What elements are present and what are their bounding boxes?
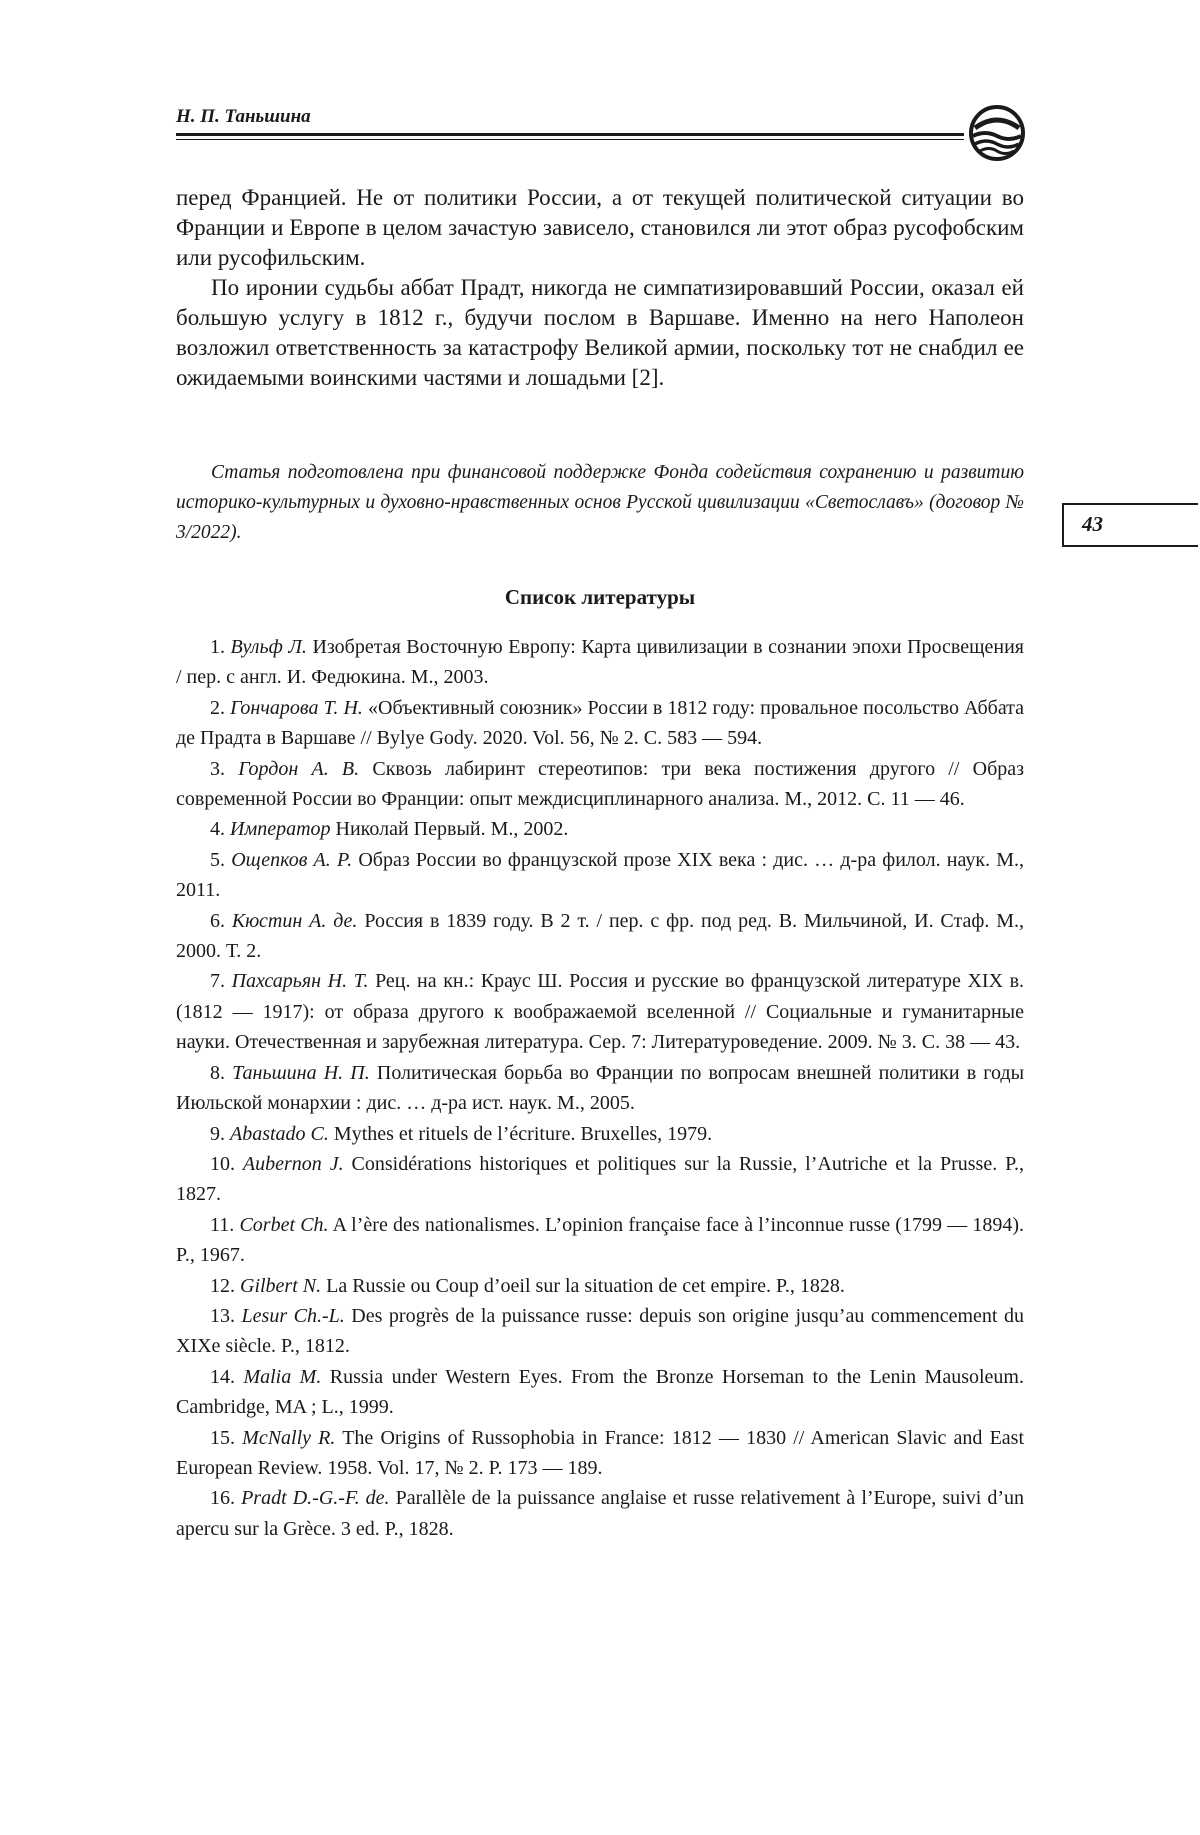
reference-number: 5.	[210, 848, 225, 871]
reference-item	[176, 906, 1024, 967]
running-header	[176, 100, 1026, 160]
reference-item	[176, 632, 1024, 693]
reference-item	[176, 754, 1024, 815]
references-list	[176, 632, 1024, 1544]
reference-text: Образ России во французской прозе XIX века : дис. … д-ра филол. наук. М., 2011.	[176, 848, 1025, 902]
reference-text: Des progrès de la puissance russe: depuis son origine jusqu’au commencement du XIXe siècle. P., 1812.	[176, 1304, 1024, 1358]
reference-text: Политическая борьба во Франции по вопросам внешней политики в годы Июльской монархии : дис. … д-ра ист. наук. М., 2005.	[176, 1061, 1025, 1115]
reference-text: A l’ère des nationalismes. L’opinion française face à l’inconnue russe (1799 — 1894). P., 1967.	[176, 1213, 1024, 1267]
running-header-author: Н. П. Таньшина	[176, 106, 311, 127]
reference-item	[176, 845, 1024, 906]
reference-item	[176, 814, 1024, 844]
reference-number: 16.	[210, 1487, 235, 1510]
reference-author: Вульф Л.	[230, 636, 307, 658]
reference-item	[176, 966, 1024, 1057]
reference-number: 15.	[210, 1426, 235, 1449]
body-paragraph-continued: перед Францией. Не от политики России, а от текущей политической ситуации во Франции и Европе в целом зачастую зависело, становился ли этот образ русофобским или русофильским.	[176, 185, 1024, 270]
reference-author: Гончарова Т. Н.	[230, 696, 363, 719]
reference-text: «Объективный союзник» России в 1812 году: провальное посольство Аббата де Прадта в Варшаве // Bylye Gody. 2020. Vol. 56, № 2. С. 583 — 594.	[176, 696, 1025, 750]
reference-number: 9.	[210, 1122, 225, 1145]
reference-author: Pradt D.-G.-F. de.	[241, 1487, 390, 1510]
reference-item	[176, 1423, 1024, 1484]
reference-number: 4.	[210, 818, 225, 841]
reference-author: Abastado C.	[230, 1122, 329, 1145]
reference-item	[176, 693, 1024, 754]
reference-author: Aubernon J.	[242, 1152, 344, 1175]
body-paragraph: По иронии судьбы аббат Прадт, никогда не симпатизировавший России, оказал ей большую услугу в 1812 г., будучи послом в Варшаве. Именно на него Наполеон возложил ответственность за катастрофу Великой армии, поскольку тот не снабдил ее ожидаемыми воинскими частями и лошадьми [2].	[176, 275, 1024, 390]
reference-text: Considérations historiques et politiques sur la Russie, l’Autriche et la Prusse. P., 1827.	[176, 1152, 1025, 1206]
reference-text: Рец. на кн.: Краус Ш. Россия и русские во французской литературе XIX в. (1812 — 1917): от образа другого к воображаемой вселенной // Социальные и гуманитарные науки. Отечественная и зарубежная литература. Сер. 7: Литературоведение. 2009. № 3. С. 38 — 43.	[176, 970, 1025, 1054]
reference-number: 12.	[210, 1274, 235, 1297]
reference-author: Император	[230, 818, 331, 841]
header-rule-thick	[176, 133, 964, 136]
reference-item	[176, 1271, 1024, 1301]
reference-author: Ощепков А. Р.	[231, 848, 353, 871]
reference-item	[176, 1119, 1024, 1149]
reference-text: Николай Первый. М., 2002.	[335, 818, 569, 841]
reference-number: 2.	[210, 696, 225, 719]
journal-wave-logo-icon	[966, 104, 1028, 162]
reference-text: The Origins of Russophobia in France: 1812 — 1830 // American Slavic and East European Review. 1958. Vol. 17, № 2. P. 173 — 189.	[176, 1426, 1025, 1479]
reference-text: Mythes et rituels de l’écriture. Bruxelles, 1979.	[333, 1122, 713, 1145]
reference-author: McNally R.	[242, 1426, 336, 1449]
reference-item	[176, 1210, 1024, 1271]
reference-author: Таньшина Н. П.	[232, 1061, 370, 1084]
reference-number: 7.	[210, 970, 225, 993]
page-number: 43	[1082, 512, 1103, 536]
reference-text: La Russie ou Coup d’oeil sur la situation de cet empire. P., 1828.	[326, 1274, 845, 1297]
reference-author: Malia M.	[243, 1365, 322, 1388]
reference-text: Russia under Western Eyes. From the Bronze Horseman to the Lenin Mausoleum. Cambridge, MA ; L., 1999.	[176, 1365, 1024, 1419]
reference-item	[176, 1483, 1024, 1544]
reference-number: 14.	[210, 1365, 235, 1388]
reference-text: Россия в 1839 году. В 2 т. / пер. с фр. под ред. В. Мильчиной, И. Стаф. М., 2000. Т. 2.	[176, 909, 1024, 963]
reference-author: Кюстин А. де.	[231, 909, 358, 932]
header-rule-thin	[176, 139, 964, 140]
reference-number: 3.	[210, 757, 225, 780]
reference-author: Пахсарьян Н. Т.	[231, 970, 369, 993]
reference-item	[176, 1058, 1024, 1119]
reference-number: 13.	[210, 1304, 235, 1327]
reference-item	[176, 1301, 1024, 1362]
reference-text: Изобретая Восточную Европу: Карта цивилизации в сознании эпохи Просвещения / пер. с англ. И. Федюкина. М., 2003.	[176, 636, 1025, 689]
reference-number: 11.	[210, 1213, 235, 1236]
reference-number: 1.	[210, 636, 225, 658]
reference-number: 8.	[210, 1061, 225, 1084]
reference-number: 6.	[210, 909, 225, 932]
reference-author: Gilbert N.	[240, 1274, 322, 1297]
reference-author: Lesur Ch.-L.	[241, 1304, 345, 1327]
reference-number: 10.	[210, 1152, 235, 1175]
reference-text: Сквозь лабиринт стереотипов: три века постижения другого // Образ современной России во Франции: опыт междисциплинарного анализа. М., 2012. С. 11 — 46.	[176, 757, 1025, 811]
reference-item	[176, 1362, 1024, 1423]
article-body	[176, 183, 1024, 393]
reference-author: Corbet Ch.	[239, 1213, 329, 1236]
references-title: Список литературы	[504, 585, 696, 609]
page-number-box	[1062, 503, 1198, 547]
funding-note: Статья подготовлена при финансовой поддержке Фонда содействия сохранению и развитию историко-культурных и духовно-нравственных основ Русской цивилизации «Светославъ» (договор № 3/2022).	[176, 462, 1024, 543]
reference-item	[176, 1149, 1024, 1210]
reference-author: Гордон А. В.	[238, 757, 360, 780]
reference-text: Parallèle de la puissance anglaise et russe relativement à l’Europe, suivi d’un apercu sur la Grèce. 3 ed. P., 1828.	[176, 1487, 1025, 1540]
